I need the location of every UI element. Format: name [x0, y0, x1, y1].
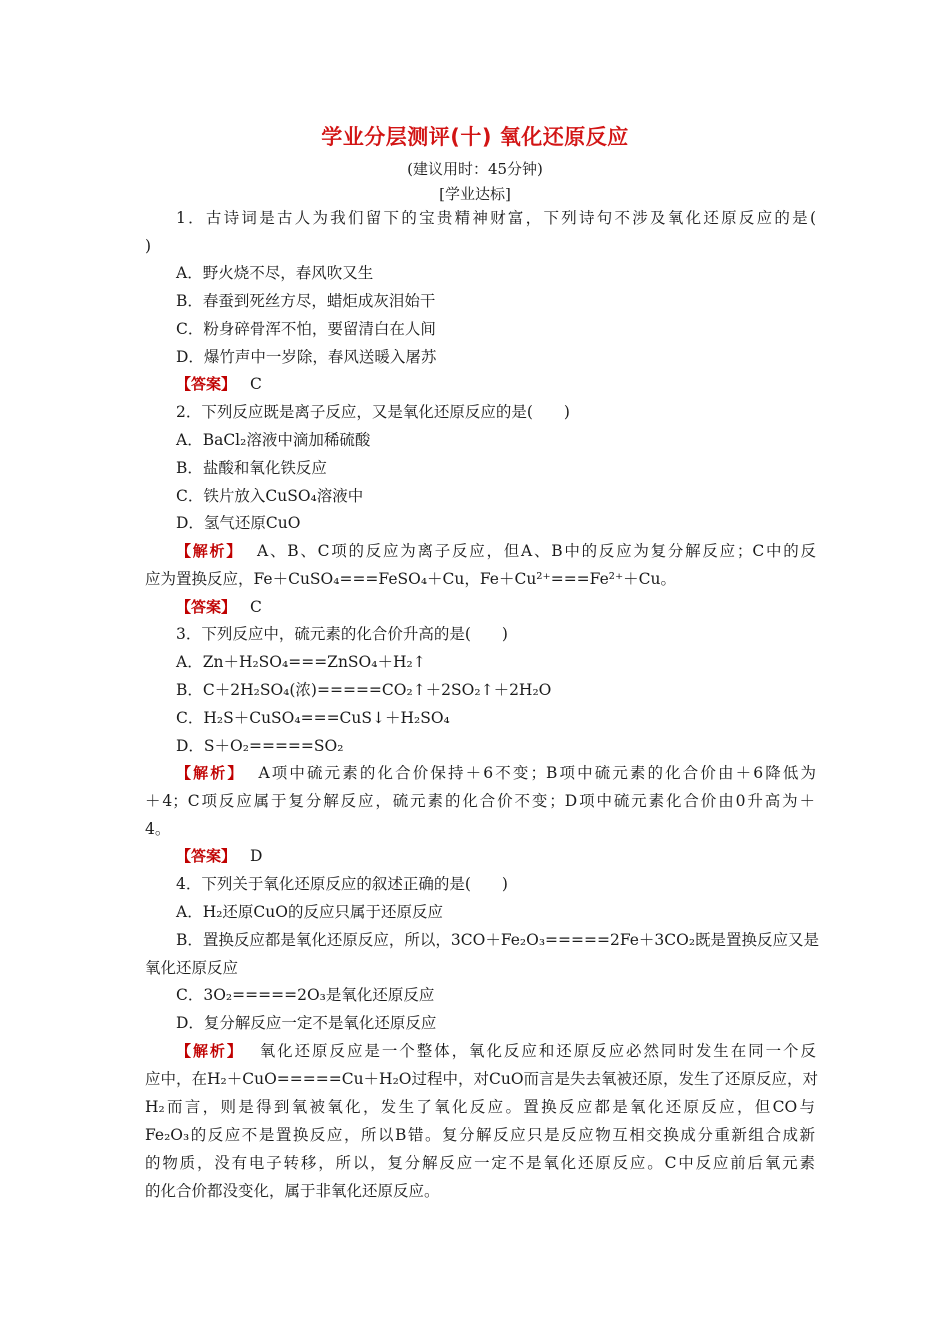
- q1-option-b: B．春蚕到死丝方尽，蜡炬成灰泪始干: [176, 292, 436, 310]
- section-heading: [学业达标]: [439, 185, 511, 203]
- q2-option-b: B．盐酸和氧化铁反应: [176, 459, 327, 477]
- q4-analysis-text-1: 氧化还原反应是一个整体，氧化反应和还原反应必然同时发生在同一个反: [257, 1042, 816, 1060]
- q4-option-d: D．复分解反应一定不是氧化还原反应: [176, 1014, 437, 1032]
- q2-option-c: C．铁片放入CuSO₄溶液中: [176, 487, 364, 505]
- q3-answer-line: [176, 846, 816, 866]
- q3-analysis-line-1: [176, 763, 816, 783]
- q1-option-d: D．爆竹声中一岁除，春风送暖入屠苏: [176, 348, 437, 366]
- q4-option-a: A．H₂还原CuO的反应只属于还原反应: [176, 903, 443, 921]
- q3-option-d: D．S＋O₂=====SO₂: [176, 737, 344, 755]
- q4-option-b-line-2: 氧化还原反应: [145, 959, 239, 977]
- q1-option-a: A．野火烧不尽，春风吹又生: [176, 264, 374, 282]
- analysis-label: 【解析】: [176, 542, 244, 560]
- q4-analysis-line-6: 的化合价都没变化，属于非氧化还原反应。: [145, 1182, 440, 1200]
- q1-answer-line: [176, 374, 816, 394]
- answer-label: 【答案】: [176, 847, 237, 865]
- q3-option-b: B．C＋2H₂SO₄(浓)=====CO₂↑＋2SO₂↑＋2H₂O: [176, 681, 552, 699]
- q2-option-a: A．BaCl₂溶液中滴加稀硫酸: [176, 431, 371, 449]
- answer-label: 【答案】: [176, 375, 237, 393]
- q2-answer: C: [250, 598, 262, 616]
- q2-analysis-text-1: A、B、C项的反应为离子反应，但A、B中的反应为复分解反应；C中的反: [257, 542, 816, 560]
- q3-stem: 3．下列反应中，硫元素的化合价升高的是( ): [176, 625, 508, 643]
- q3-analysis-line-3: 4。: [145, 820, 171, 838]
- q3-analysis-text-1: A项中硫元素的化合价保持＋6不变；B项中硫元素的化合价由＋6降低为: [258, 764, 816, 782]
- q1-stem: 1．古诗词是古人为我们留下的宝贵精神财富，下列诗句不涉及氧化还原反应的是(: [176, 209, 816, 227]
- q4-analysis-line-5: 的物质，没有电子转移，所以，复分解反应一定不是氧化还原反应。C中反应前后氧元素: [145, 1154, 815, 1172]
- q1-option-c: C．粉身碎骨浑不怕，要留清白在人间: [176, 320, 436, 338]
- q1-stem-end: ): [145, 237, 152, 255]
- q2-stem: 2．下列反应既是离子反应，又是氧化还原反应的是( ): [176, 403, 570, 421]
- q3-analysis-line-2: ＋4；C项反应属于复分解反应，硫元素的化合价不变；D项中硫元素化合价由0升高为＋: [145, 792, 815, 810]
- q1-answer: C: [250, 375, 262, 393]
- time-hint: (建议用时：45分钟): [407, 160, 543, 178]
- q2-analysis-line-2: 应为置换反应，Fe＋CuSO₄===FeSO₄＋Cu，Fe＋Cu²⁺===Fe²⁺＋Cu。: [145, 570, 676, 588]
- q4-analysis-line-4: Fe₂O₃的反应不是置换反应，所以B错。复分解反应只是反应物互相交换成分重新组合成新: [145, 1126, 815, 1144]
- q2-answer-line: [176, 597, 816, 617]
- q3-option-c: C．H₂S＋CuSO₄===CuS↓＋H₂SO₄: [176, 709, 450, 727]
- q3-option-a: A．Zn＋H₂SO₄===ZnSO₄＋H₂↑: [176, 653, 426, 671]
- q4-analysis-line-3: H₂而言，则是得到氧被氧化，发生了氧化反应。置换反应都是氧化还原反应，但CO与: [145, 1098, 815, 1116]
- q4-option-b-line-1: B．置换反应都是氧化还原反应，所以，3CO＋Fe₂O₃=====2Fe＋3CO₂既是置换反应又是: [176, 931, 820, 949]
- q2-option-d: D．氢气还原CuO: [176, 514, 301, 532]
- q4-stem: 4．下列关于氧化还原反应的叙述正确的是( ): [176, 875, 508, 893]
- page-title: 学业分层测评(十) 氧化还原反应: [321, 125, 629, 149]
- q2-analysis-line-1: [176, 541, 816, 561]
- q4-analysis-line-2: 应中，在H₂＋CuO=====Cu＋H₂O过程中，对CuO而言是失去氧被还原，发生了还原反应，对: [145, 1070, 819, 1088]
- q3-answer: D: [250, 847, 263, 865]
- q4-option-c: C．3O₂=====2O₃是氧化还原反应: [176, 986, 435, 1004]
- answer-label: 【答案】: [176, 598, 237, 616]
- q4-analysis-line-1: [176, 1041, 816, 1061]
- analysis-label: 【解析】: [176, 764, 245, 782]
- analysis-label: 【解析】: [176, 1042, 244, 1060]
